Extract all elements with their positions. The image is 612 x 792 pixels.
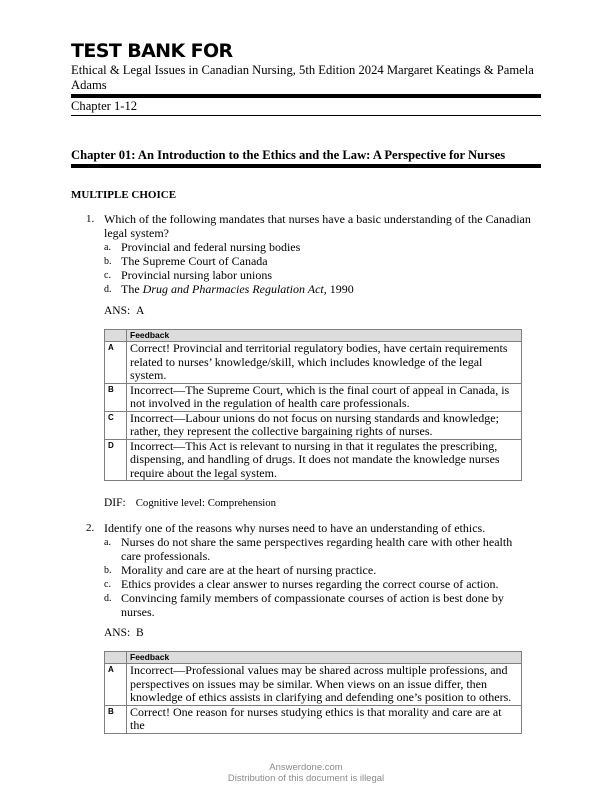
answer-line [104, 627, 144, 639]
option-letter: b. [104, 565, 112, 576]
feedback-row [105, 705, 522, 733]
feedback-text: Correct! Provincial and territorial regulatory bodies, have certain requirements related to nurses’ knowledge/skill, which includes knowledge of the legal system. [127, 342, 522, 384]
feedback-text: Incorrect—This Act is relevant to nursing in that it regulates the prescribing, dispensing, and handling of drugs. It does not mandate the knowledge nurses require about the legal system. [127, 439, 522, 481]
option-text: Provincial and federal nursing bodies [121, 240, 301, 254]
option-text: The Drug and Pharmacies Regulation Act, 1990 [121, 282, 354, 296]
question-number: 1. [86, 213, 95, 225]
option-text: Convincing family members of compassionate courses of action is best done by nurses. [121, 591, 504, 619]
question-number: 2. [86, 522, 95, 534]
feedback-text: Incorrect—The Supreme Court, which is the final court of appeal in Canada, is not involved in the regulation of health care professionals. [127, 383, 522, 411]
option-letter: b. [104, 256, 112, 267]
feedback-text: Correct! One reason for nurses studying ethics is that morality and care are at the [127, 705, 522, 733]
chapter-rule [71, 164, 541, 168]
header-rule-thin [71, 115, 541, 116]
feedback-text: Incorrect—Professional values may be shared across multiple professions, and perspectives on issues may be similar. When views on an issue differ, then knowledge of ethics assists in clarifying and defending one’s position to others. [127, 664, 522, 706]
feedback-label: A [105, 664, 127, 706]
question-stem: Identify one of the reasons why nurses need to have an understanding of ethics. [104, 521, 486, 535]
feedback-table [104, 651, 522, 734]
feedback-row [105, 439, 522, 481]
option-text: Provincial nursing labor unions [121, 268, 272, 282]
answer-value: B [135, 627, 144, 639]
feedback-row [105, 411, 522, 439]
difficulty-line [104, 497, 276, 509]
header-rule-thick [71, 94, 541, 98]
feedback-label: A [105, 342, 127, 384]
feedback-row [105, 383, 522, 411]
answer-line [104, 305, 144, 317]
question-stem: Which of the following mandates that nurses have a basic understanding of the Canadian legal system? [104, 212, 531, 240]
option-letter: d. [104, 593, 112, 604]
option-text: Nurses do not share the same perspectives regarding health care with other health care professionals. [121, 535, 513, 563]
option-letter: d. [104, 284, 112, 295]
chapter-range: Chapter 1-12 [71, 99, 138, 113]
option-text: Morality and care are at the heart of nursing practice. [121, 563, 377, 577]
option-text: The Supreme Court of Canada [121, 254, 268, 268]
feedback-row [105, 342, 522, 384]
option-letter: a. [104, 242, 111, 253]
option-letter: c. [104, 270, 111, 281]
footer-notice: Distribution of this document is illegal [227, 773, 385, 784]
feedback-label: B [105, 705, 127, 733]
footer-site: Answerdone.com [269, 762, 343, 773]
dif-value: Cognitive level: Comprehension [135, 497, 277, 509]
test-bank-title: TEST BANK FOR [71, 40, 233, 62]
option-text: Ethics provides a clear answer to nurses regarding the correct course of action. [121, 577, 499, 591]
feedback-row [105, 664, 522, 706]
feedback-text: Incorrect—Labour unions do not focus on nursing standards and knowledge; rather, they represent the collective bargaining rights of nurses. [127, 411, 522, 439]
option-letter: a. [104, 537, 111, 548]
chapter-heading: Chapter 01: An Introduction to the Ethics and the Law: A Perspective for Nurses [71, 148, 506, 162]
dif-label: DIF: [104, 497, 126, 509]
feedback-label: D [105, 439, 127, 481]
feedback-header: Feedback [127, 652, 522, 664]
section-label: MULTIPLE CHOICE [71, 189, 177, 201]
feedback-label: C [105, 411, 127, 439]
book-subtitle: Ethical & Legal Issues in Canadian Nursing, 5th Edition 2024 Margaret Keatings & Pamela Adams [71, 63, 534, 92]
act-title: Drug and Pharmacies Regulation Act [142, 282, 324, 296]
feedback-table [104, 329, 522, 481]
option-letter: c. [104, 579, 111, 590]
feedback-header: Feedback [127, 330, 522, 342]
ans-label: ANS: [104, 305, 131, 317]
feedback-label: B [105, 383, 127, 411]
ans-label: ANS: [104, 627, 131, 639]
answer-value: A [135, 305, 145, 317]
